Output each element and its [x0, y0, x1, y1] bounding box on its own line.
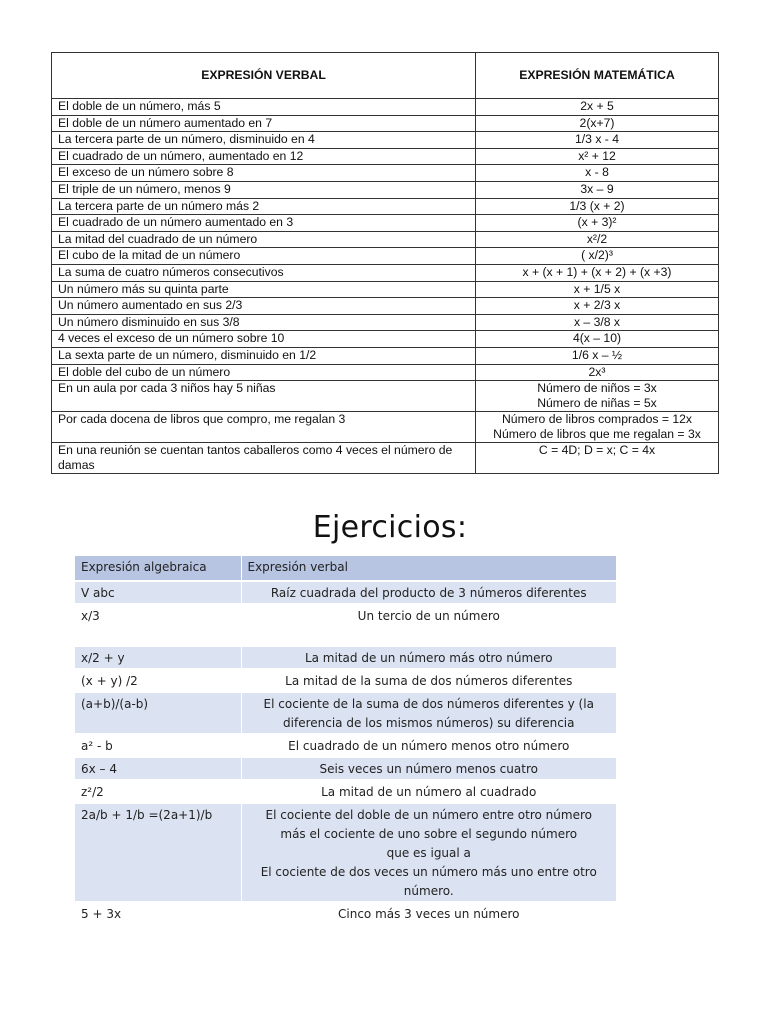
math-expression: x – 3/8 x	[476, 314, 719, 331]
math-line: Número de libros comprados = 12x	[501, 412, 692, 427]
verbal-line: Un tercio de un número	[357, 609, 500, 623]
math-expression: 4(x – 10)	[476, 331, 719, 348]
verbal-expression: La tercera parte de un número más 2	[52, 198, 476, 215]
verbal-expression	[241, 803, 616, 902]
math-expression: x²/2	[476, 231, 719, 248]
math-line: Número de niñas = 5x	[537, 396, 657, 411]
math-expression: 1/3 (x + 2)	[476, 198, 719, 215]
verbal-expression: En un aula por cada 3 niños hay 5 niñas	[52, 381, 476, 412]
table-row	[52, 281, 719, 298]
math-expression: 2(x+7)	[476, 115, 719, 132]
table-row	[75, 669, 616, 692]
math-expression: 2x³	[476, 364, 719, 381]
verbal-expression	[241, 780, 616, 803]
verbal-expression: La suma de cuatro números consecutivos	[52, 264, 476, 281]
header-math: EXPRESIÓN MATEMÁTICA	[476, 53, 719, 99]
verbal-expression	[241, 581, 616, 604]
verbal-line: más el cociente de uno sobre el segundo número	[280, 827, 578, 841]
math-expression	[476, 381, 719, 412]
table-row	[52, 412, 719, 443]
table-row	[52, 264, 719, 281]
math-expression: x + 2/3 x	[476, 298, 719, 315]
verbal-expression: El triple de un número, menos 9	[52, 181, 476, 198]
table-row	[52, 298, 719, 315]
math-expression	[476, 412, 719, 443]
verbal-expression: Un número aumentado en sus 2/3	[52, 298, 476, 315]
table-row	[52, 181, 719, 198]
table-header-row	[52, 53, 719, 99]
table-row	[75, 780, 616, 803]
verbal-expression: Por cada docena de libros que compro, me regalan 3	[52, 412, 476, 443]
verbal-line: Cinco más 3 veces un número	[338, 907, 520, 921]
algebraic-expression: 5 + 3x	[75, 902, 241, 924]
table-row	[52, 381, 719, 412]
header-verbal: EXPRESIÓN VERBAL	[52, 53, 476, 99]
table-row	[75, 734, 616, 757]
verbal-expression	[241, 757, 616, 780]
verbal-line: número.	[403, 884, 454, 898]
algebraic-expression: x/3	[75, 604, 241, 646]
verbal-expression: El cubo de la mitad de un número	[52, 248, 476, 265]
algebraic-expression: z²/2	[75, 780, 241, 803]
math-expression: x + (x + 1) + (x + 2) + (x +3)	[476, 264, 719, 281]
math-expression: 1/6 x – ½	[476, 347, 719, 364]
table-row	[52, 165, 719, 182]
verbal-line: El cociente de dos veces un número más uno entre otro	[260, 865, 597, 879]
verbal-line: El cociente de la suma de dos números diferentes y (la	[263, 697, 594, 711]
algebraic-expression: V abc	[75, 581, 241, 604]
math-expression: x + 1/5 x	[476, 281, 719, 298]
table-row	[52, 115, 719, 132]
verbal-expression: El cuadrado de un número, aumentado en 12	[52, 148, 476, 165]
verbal-expression	[241, 734, 616, 757]
verbal-expression: La sexta parte de un número, disminuido en 1/2	[52, 347, 476, 364]
verbal-math-table	[51, 52, 719, 474]
math-expression	[476, 443, 719, 474]
verbal-expression	[241, 669, 616, 692]
math-line: Número de libros que me regalan = 3x	[493, 427, 701, 442]
header-verbal: Expresión verbal	[241, 555, 616, 581]
header-algebraic: Expresión algebraica	[75, 555, 241, 581]
verbal-expression	[241, 604, 616, 646]
verbal-line: La mitad de un número al cuadrado	[321, 785, 537, 799]
verbal-expression: La tercera parte de un número, disminuido en 4	[52, 132, 476, 149]
verbal-line: diferencia de los mismos números) su diferencia	[283, 716, 575, 730]
verbal-expression: El doble de un número aumentado en 7	[52, 115, 476, 132]
table-row	[52, 99, 719, 116]
algebraic-expression: (a+b)/(a-b)	[75, 692, 241, 734]
table-row	[52, 331, 719, 348]
table-row	[75, 692, 616, 734]
table-row	[75, 646, 616, 669]
verbal-line: La mitad de un número más otro número	[304, 651, 553, 665]
math-expression: 1/3 x - 4	[476, 132, 719, 149]
verbal-line: El cuadrado de un número menos otro número	[288, 739, 570, 753]
verbal-expression: En una reunión se cuentan tantos caballeros como 4 veces el número de damas	[52, 443, 476, 474]
math-expression: x - 8	[476, 165, 719, 182]
table-row	[75, 803, 616, 902]
algebraic-expression: 6x – 4	[75, 757, 241, 780]
table-row	[52, 314, 719, 331]
table-row	[52, 198, 719, 215]
algebraic-expression: (x + y) /2	[75, 669, 241, 692]
verbal-expression	[241, 646, 616, 669]
algebraic-expression: x/2 + y	[75, 646, 241, 669]
algebraic-expression: 2a/b + 1/b =(2a+1)/b	[75, 803, 241, 902]
math-line: Número de niños = 3x	[537, 381, 657, 396]
verbal-expression: El doble del cubo de un número	[52, 364, 476, 381]
math-expression: (x + 3)²	[476, 215, 719, 232]
verbal-expression: 4 veces el exceso de un número sobre 10	[52, 331, 476, 348]
table-header-row	[75, 555, 616, 581]
verbal-line: El cociente del doble de un número entre otro número	[265, 808, 592, 822]
verbal-expression: La mitad del cuadrado de un número	[52, 231, 476, 248]
exercises-table	[75, 554, 616, 924]
table-row	[52, 443, 719, 474]
table-row	[52, 248, 719, 265]
table-row	[75, 604, 616, 646]
verbal-expression: El doble de un número, más 5	[52, 99, 476, 116]
verbal-expression	[241, 692, 616, 734]
math-expression: 2x + 5	[476, 99, 719, 116]
verbal-line: Raíz cuadrada del producto de 3 números diferentes	[270, 586, 587, 600]
verbal-expression: Un número disminuido en sus 3/8	[52, 314, 476, 331]
table-row	[75, 581, 616, 604]
verbal-expression: El exceso de un número sobre 8	[52, 165, 476, 182]
verbal-expression: Un número más su quinta parte	[52, 281, 476, 298]
table-row	[52, 364, 719, 381]
table-row	[52, 231, 719, 248]
verbal-line: Seis veces un número menos cuatro	[319, 762, 538, 776]
math-expression: ( x/2)³	[476, 248, 719, 265]
math-expression: 3x – 9	[476, 181, 719, 198]
verbal-line: La mitad de la suma de dos números diferentes	[285, 674, 573, 688]
table-row	[52, 148, 719, 165]
algebraic-expression: a² - b	[75, 734, 241, 757]
table-row	[75, 757, 616, 780]
table-row	[52, 132, 719, 149]
table-row	[52, 347, 719, 364]
math-line: C = 4D; D = x; C = 4x	[538, 443, 656, 458]
verbal-expression: El cuadrado de un número aumentado en 3	[52, 215, 476, 232]
math-expression: x² + 12	[476, 148, 719, 165]
exercises-heading: Ejercicios:	[312, 510, 468, 545]
verbal-expression	[241, 902, 616, 924]
table-row	[75, 902, 616, 924]
verbal-line: que es igual a	[386, 846, 471, 860]
table-row	[52, 215, 719, 232]
